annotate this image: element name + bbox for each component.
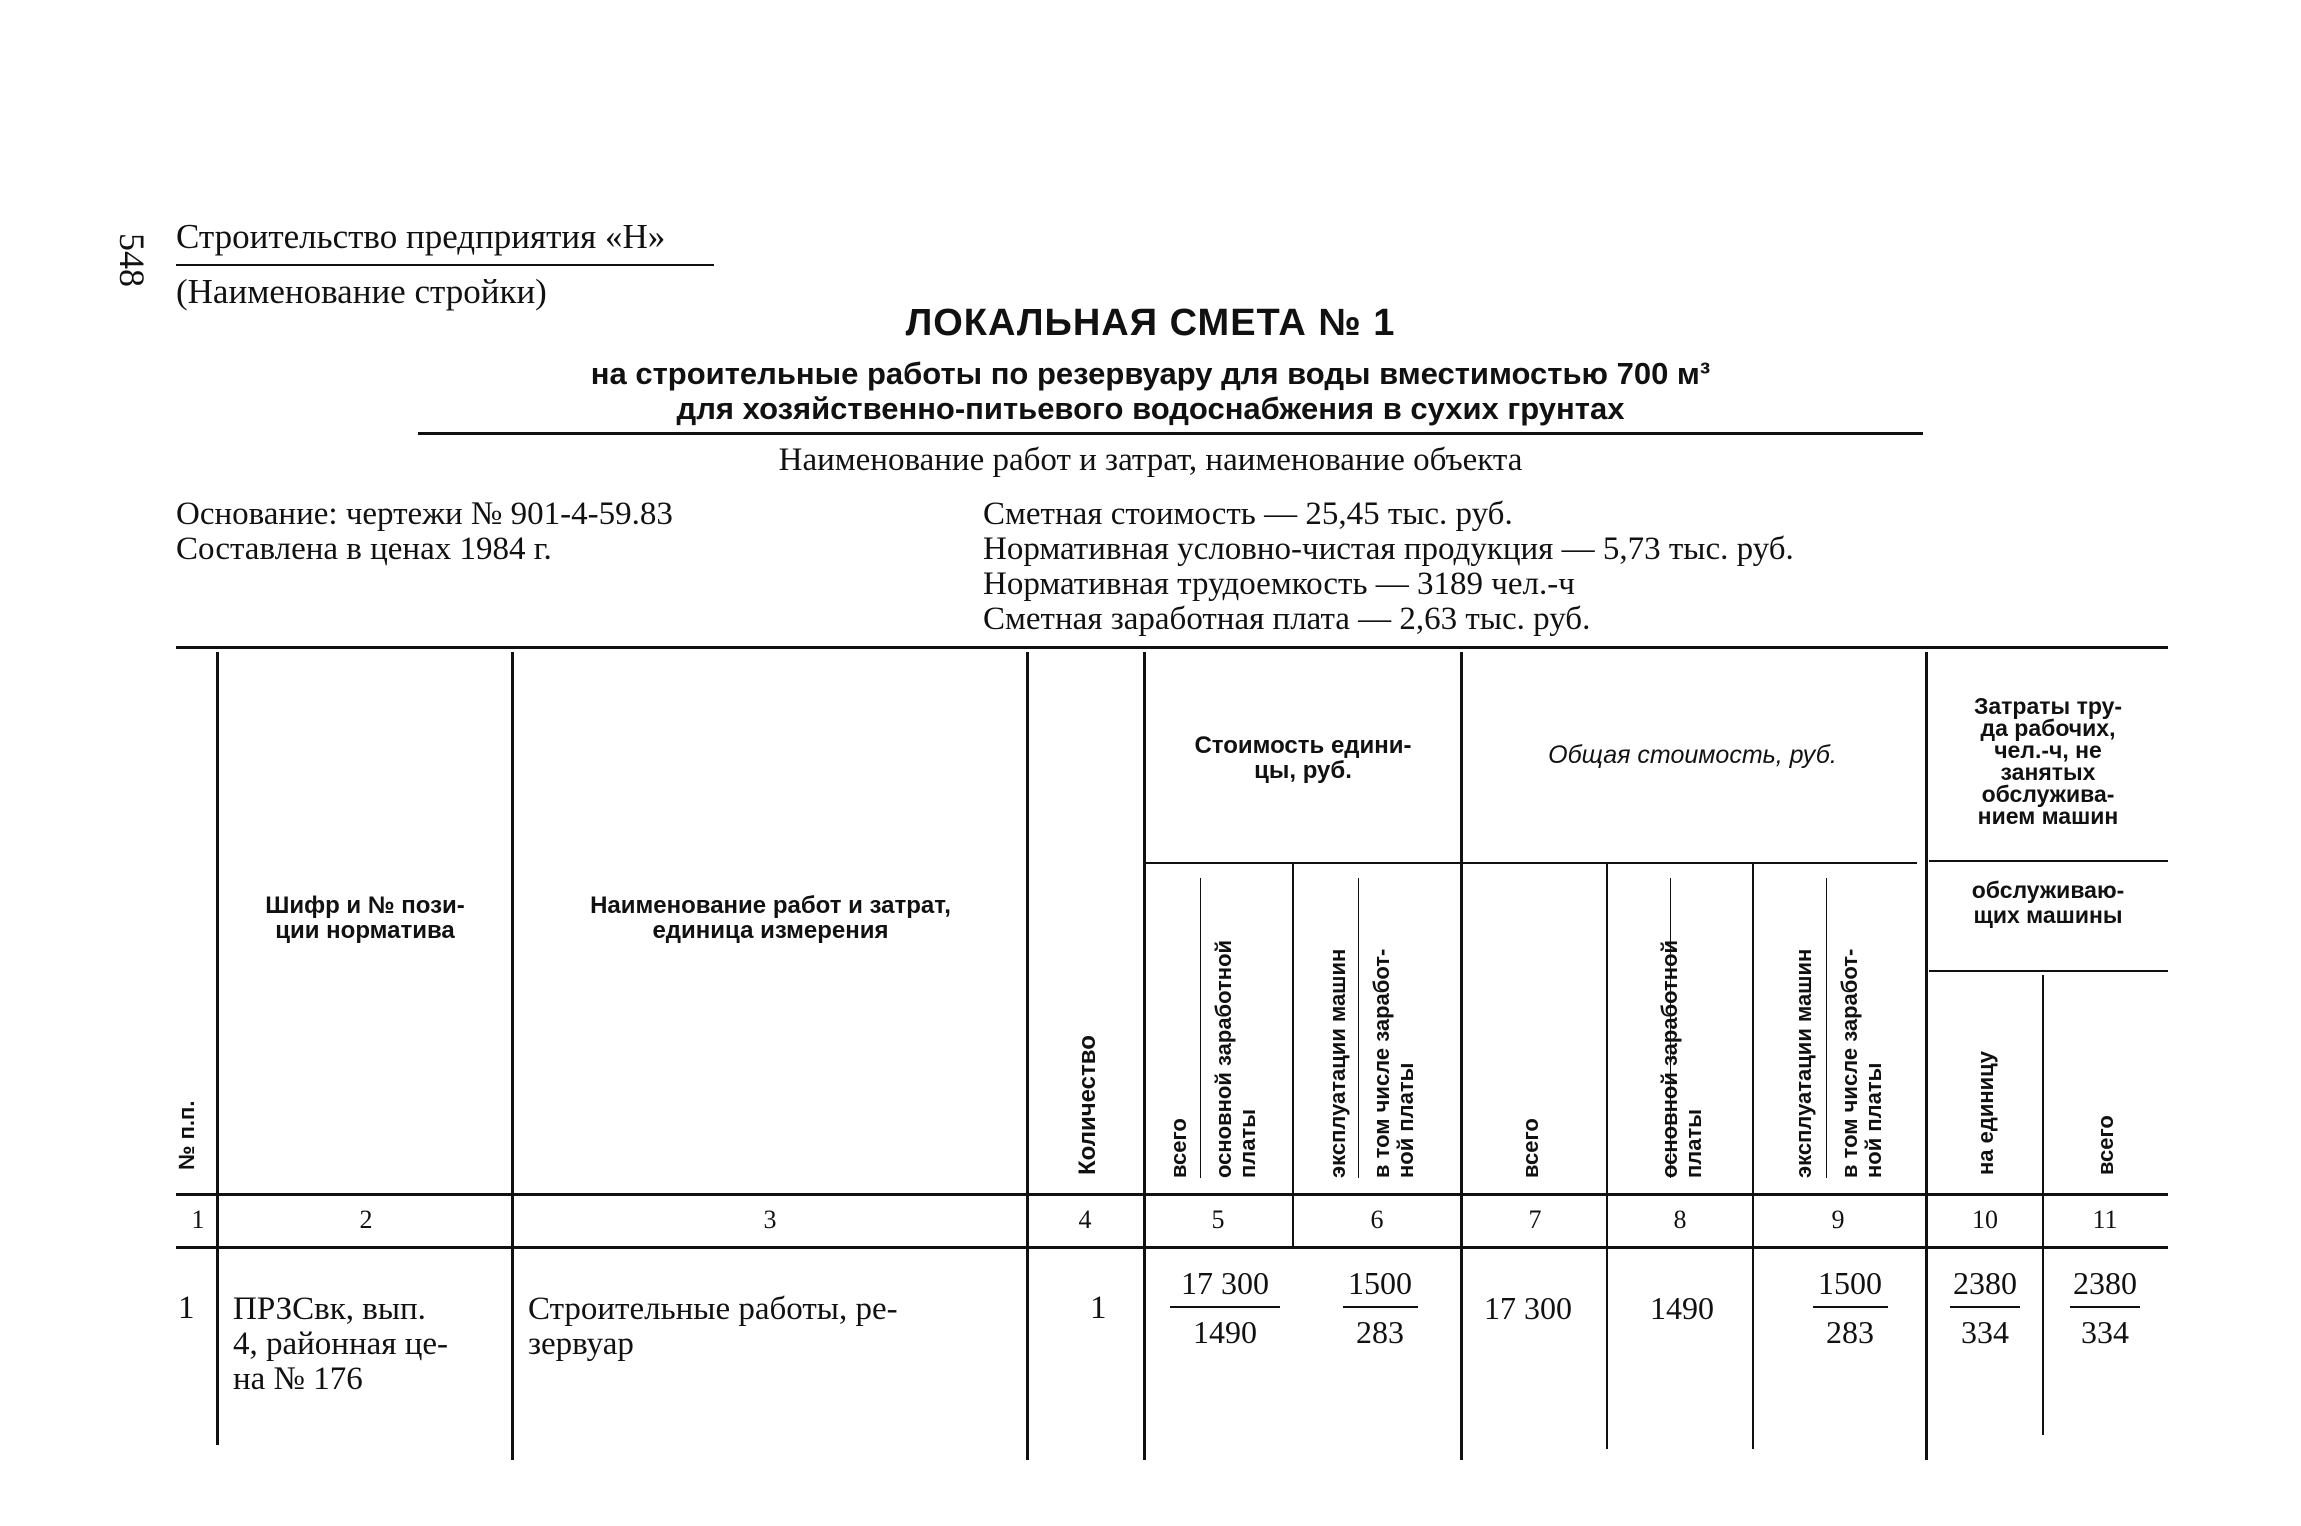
page-number: 548 [112, 233, 152, 287]
header-total-machine-wage: в том числе заработ- ной платы [1837, 948, 1886, 1178]
unit-machine-fraction [1315, 1265, 1445, 1351]
header-unit-machine: эксплуатации машин [1325, 948, 1350, 1178]
column-number: 11 [2092, 1205, 2118, 1234]
summary-line: Нормативная условно-чистая продукция — 5,73 тыс. руб. [983, 531, 1794, 567]
labor-subheader-line [1929, 860, 2168, 862]
labor-total-machine-value: 334 [2081, 1314, 2129, 1350]
cell-subdivider [1826, 878, 1827, 1178]
col-divider [511, 652, 514, 1460]
header-labor-machine: обслуживаю- щих машины [1971, 877, 2125, 928]
table-top-border [176, 646, 2168, 649]
column-number: 3 [763, 1205, 777, 1234]
col-divider [1460, 652, 1463, 1460]
header-name: Наименование работ и затрат, единица измерения [590, 892, 951, 944]
column-number: 8 [1673, 1205, 1687, 1234]
col-divider [1606, 864, 1608, 1449]
header-labor-total: всего [2093, 1115, 2118, 1175]
labor-machine-line [1929, 970, 2168, 972]
header-num: № п.п. [174, 1100, 199, 1170]
header-total-cost: Общая стоимость, руб. [1548, 741, 1837, 769]
unit-wage-value: 1490 [1193, 1314, 1257, 1350]
col-divider [1292, 864, 1294, 1249]
header-code: Шифр и № пози- ции норматива [265, 892, 465, 944]
construction-underline [176, 264, 714, 266]
summary-line: Сметная заработная плата — 2,63 тыс. руб. [983, 601, 1591, 637]
column-number: 2 [359, 1205, 373, 1234]
col-divider [1143, 652, 1146, 1460]
cost-subheader-line [1143, 862, 1917, 864]
estimate-caption: Наименование работ и затрат, наименование объекта [778, 442, 1523, 478]
colnum-bottom-border [176, 1246, 2168, 1249]
header-unit-machine-wage: в том числе заработ- ной платы [1369, 948, 1418, 1178]
basis-line: Составлена в ценах 1984 г. [176, 531, 552, 567]
header-bottom-border [176, 1193, 2168, 1196]
estimate-title: ЛОКАЛЬНАЯ СМЕТА № 1 [905, 302, 1396, 344]
estimate-subtitle-line1: на строительные работы по резервуару для воды вместимостью 700 м³ [590, 356, 1711, 391]
construction-caption: (Наименование стройки) [176, 272, 547, 311]
total-machine-value: 1500 [1818, 1265, 1882, 1301]
column-number: 1 [191, 1205, 205, 1234]
col-divider [216, 652, 219, 1445]
total-machine-fraction [1785, 1265, 1915, 1351]
row-code: ПРЗСвк, вып. 4, районная це- на № 176 [233, 1291, 448, 1397]
cell-subdivider [1200, 878, 1201, 1178]
col-divider [1752, 864, 1754, 1449]
header-total-wage: основной заработной платы [1657, 939, 1706, 1178]
title-underline [418, 432, 1923, 435]
basis-info [176, 497, 673, 567]
header-total-all: всего [1518, 1118, 1543, 1178]
labor-total-fraction [2055, 1265, 2155, 1351]
col-divider [2042, 975, 2044, 1435]
column-number: 9 [1831, 1205, 1845, 1234]
cell-subdivider [1358, 878, 1359, 1178]
unit-total-value: 17 300 [1181, 1265, 1269, 1301]
construction-name: Строительство предприятия «Н» [176, 217, 666, 256]
column-number: 6 [1370, 1205, 1384, 1234]
unit-machine-wage-value: 283 [1356, 1314, 1404, 1350]
row-quantity: 1 [1090, 1290, 1107, 1326]
row-name: Строительные работы, ре- зервуар [528, 1291, 898, 1362]
labor-unit-fraction [1935, 1265, 2035, 1351]
labor-unit-machine-value: 334 [1961, 1314, 2009, 1350]
col-divider [1026, 652, 1029, 1460]
column-number: 5 [1211, 1205, 1225, 1234]
unit-machine-value: 1500 [1348, 1265, 1412, 1301]
header-quantity: Количество [1074, 1035, 1101, 1175]
header-unit-cost: Стоимость едини- цы, руб. [1194, 732, 1412, 784]
total-wage-value: 1490 [1650, 1290, 1714, 1326]
row-num: 1 [178, 1290, 195, 1326]
summary-line: Нормативная трудоемкость — 3189 чел.-ч [983, 566, 1575, 602]
estimate-subtitle-line2: для хозяйственно-питьевого водоснабжения в сухих грунтах [676, 391, 1625, 426]
column-number: 10 [1972, 1205, 1998, 1234]
header-unit-total: всего [1166, 1118, 1191, 1178]
header-labor: Затраты тру- да рабочих, чел.-ч, не занятых обслужива- нием машин [1973, 693, 2123, 829]
summary-info [983, 497, 1794, 637]
column-number: 7 [1528, 1205, 1542, 1234]
header-per-unit: на единицу [1973, 1051, 1998, 1175]
unit-total-fraction [1160, 1265, 1290, 1351]
col-divider [1925, 652, 1928, 1460]
labor-unit-value: 2380 [1953, 1265, 2017, 1301]
summary-line: Сметная стоимость — 25,45 тыс. руб. [983, 496, 1513, 532]
total-machine-wage-value: 283 [1826, 1314, 1874, 1350]
total-all-value: 17 300 [1484, 1290, 1572, 1326]
basis-line: Основание: чертежи № 901-4-59.83 [176, 496, 673, 532]
column-number: 4 [1078, 1205, 1092, 1234]
header-total-machine: эксплуатации машин [1791, 948, 1816, 1178]
header-unit-wage: основной заработной платы [1211, 939, 1260, 1178]
labor-total-value: 2380 [2073, 1265, 2137, 1301]
